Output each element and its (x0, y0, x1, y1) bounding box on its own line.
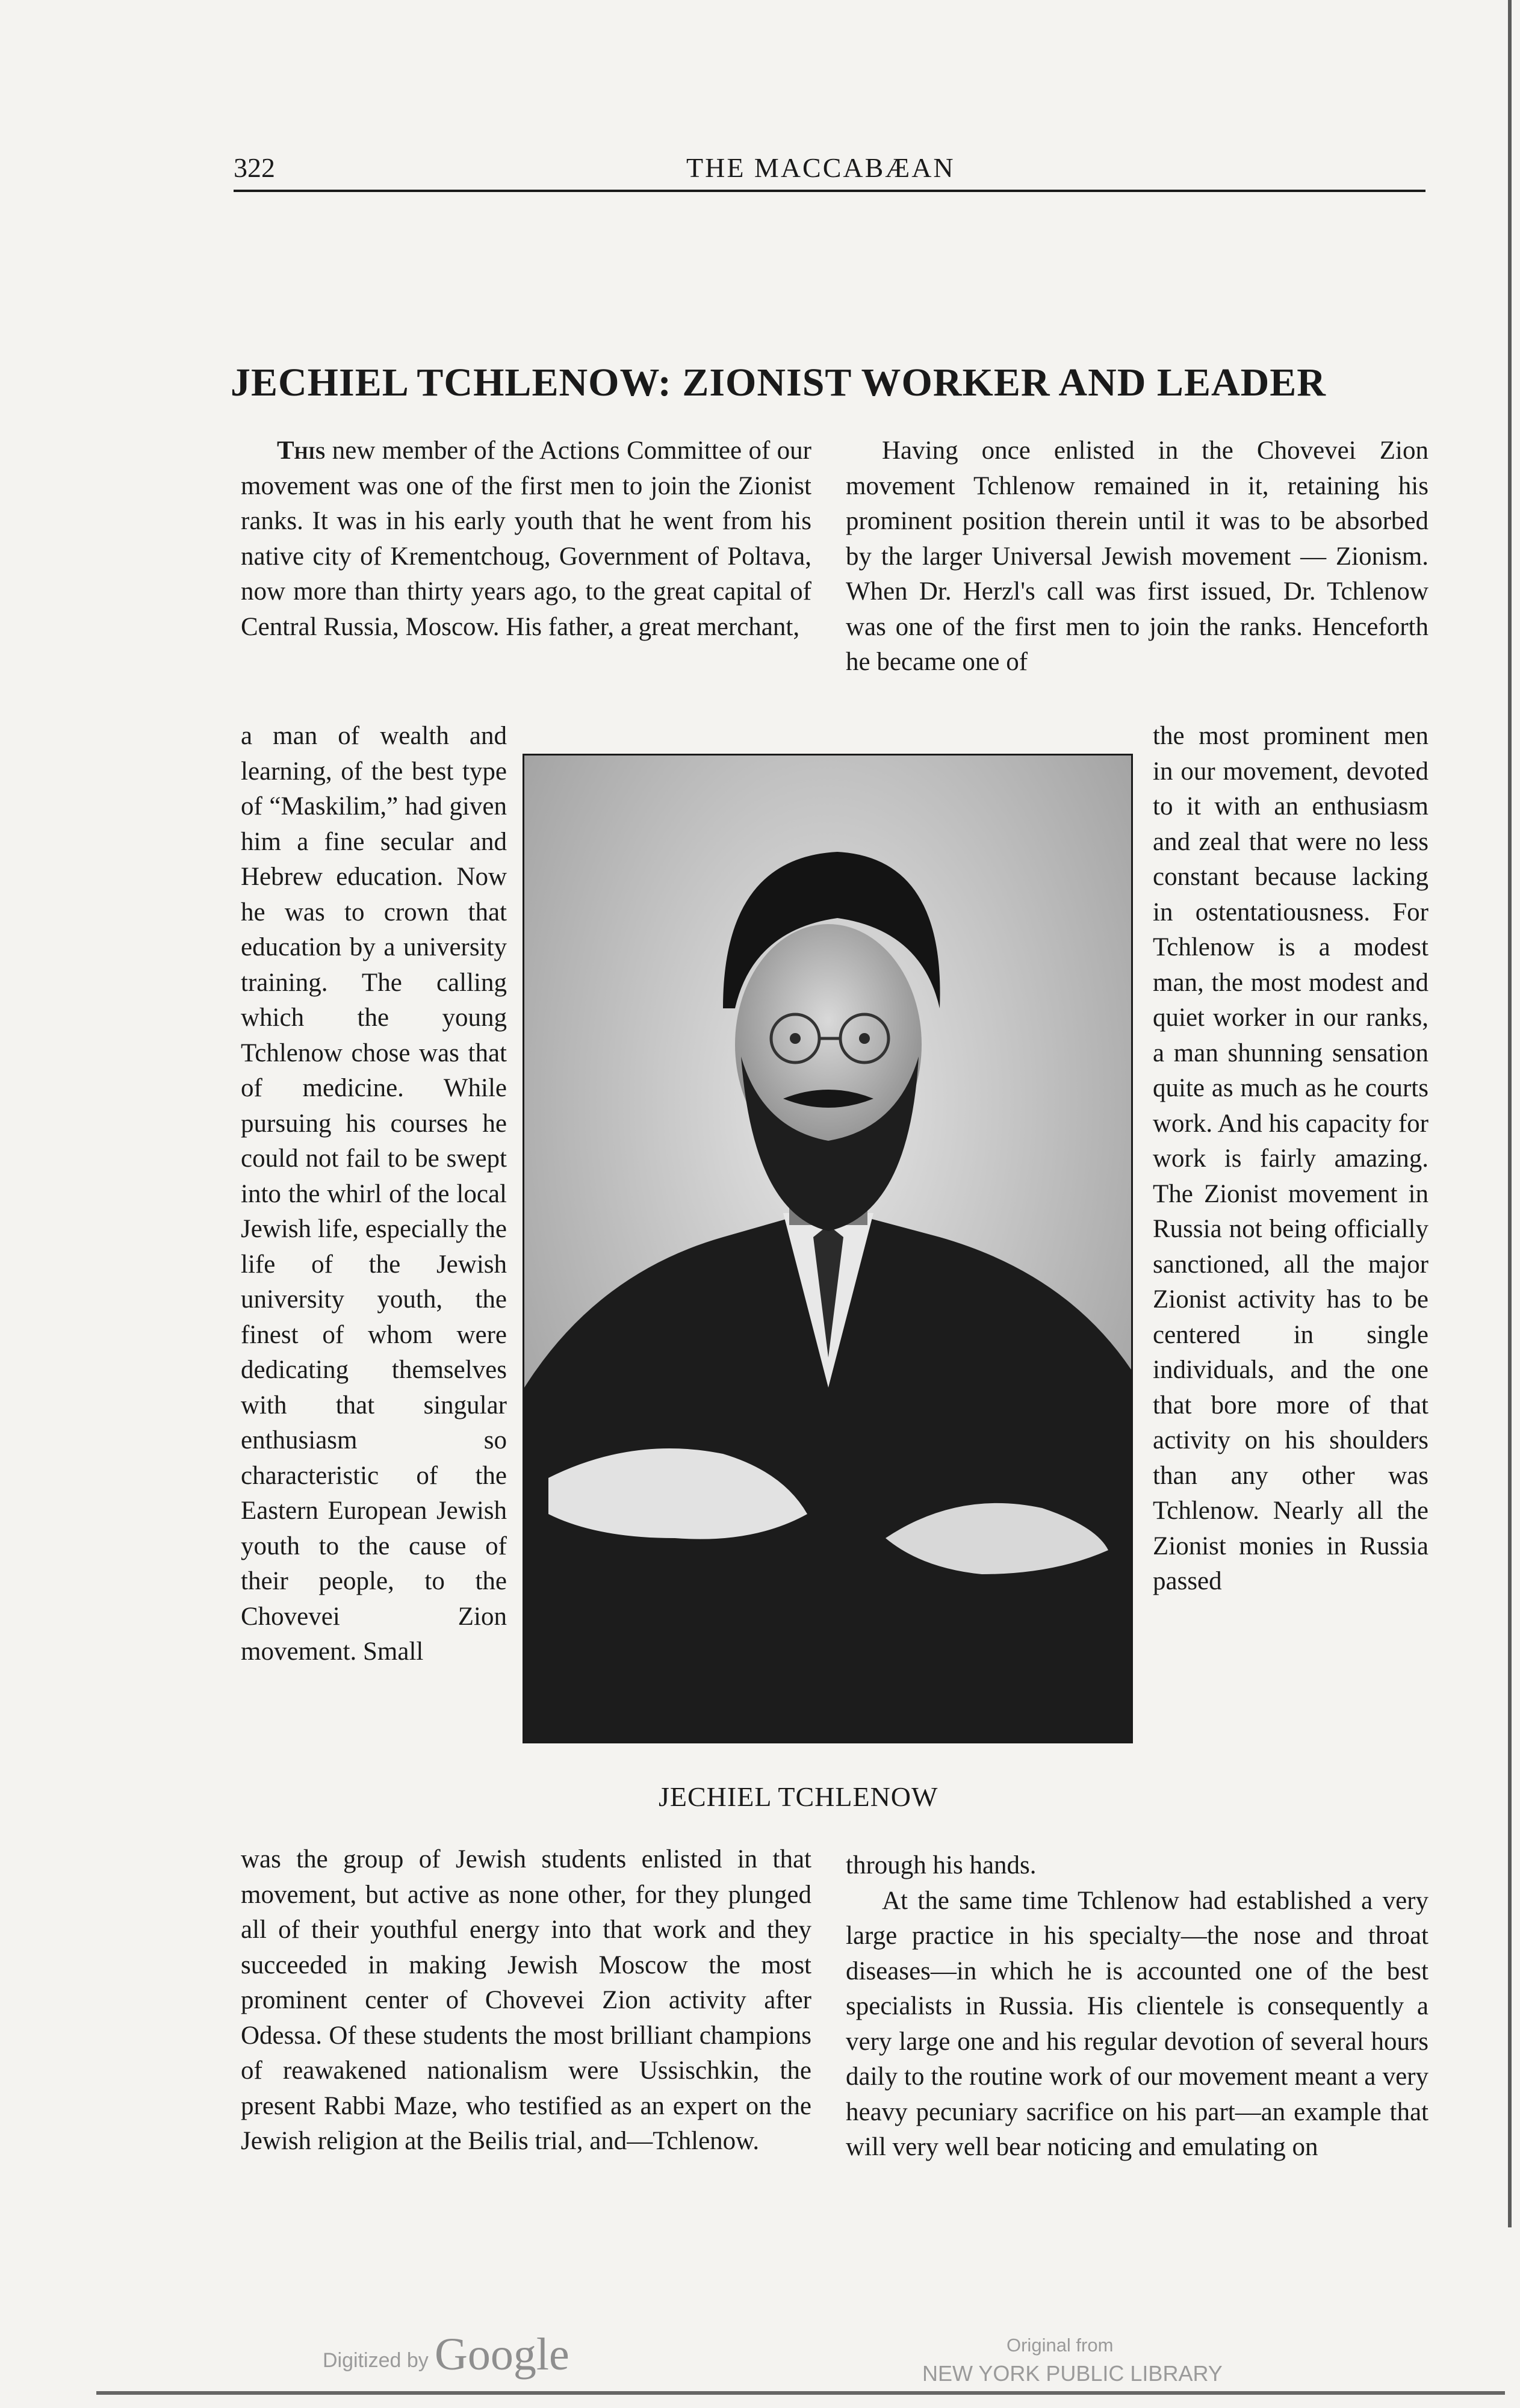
article-title: JECHIEL TCHLENOW: ZIONIST WORKER AND LEADER (231, 361, 1326, 405)
left-column-narrow (241, 719, 507, 1670)
running-head: THE MACCABÆAN (686, 152, 955, 183)
right-column-top (846, 433, 1428, 680)
left-column-bottom (241, 1842, 811, 2159)
left-top-text: new member of the Actions Committee of our movement was one of the first men to join the Zionist ranks. It was in his early youth that he went from his native city of Krementchoug, Government of Poltava, now more than thirty years ago, to the great capital of Central Russia, Moscow. His father, a great merchant, (241, 436, 811, 641)
left-narrow-text: a man of wealth and learning, of the best type of “Maskilim,” had given him a fine secular and Hebrew education. Now he was to crown that education by a university training. The calling which the young Tchlenow chose was that of medicine. While pursuing his courses he could not fail to be swept into the whirl of the local Jewish life, especially the life of the Jewish university youth, the finest of whom were dedicating themselves with that singular enthusiasm so characteristic of the Eastern European Jewish youth to the cause of their people, to the Chovevei Zion movement. Small (241, 722, 507, 1666)
right-bottom-text-1: through his hands. (846, 1851, 1037, 1879)
right-column-narrow (1153, 719, 1428, 1600)
portrait-photo (523, 754, 1133, 1743)
left-bottom-text: was the group of Jewish students enlisted in that movement, but active as none other, for they plunged all of their youthful energy into that work and they succeeded in making Jewish Moscow the most prominent center of Chovevei Zion activity after Odessa. Of these students the most brilliant champions of reawakened nationalism were Ussischkin, the present Rabbi Maze, who testified as an expert on the Jewish religion at the Beilis trial, and—Tchlenow. (241, 1845, 811, 2155)
right-narrow-text: the most prominent men in our movement, devoted to it with an enthusiasm and zeal that were no less constant because lacking in ostentatiousness. For Tchlenow is a modest man, the most modest and quiet worker in our ranks, a man shunning sensation quite as much as he courts work. And his capacity for work is fairly amazing. The Zionist movement in Russia not being officially sanctioned, all the major Zionist activity has to be centered in single individuals, and the one that bore more of that activity on his shoulders than any other was Tchlenow. Nearly all the Zionist monies in Russia passed (1153, 722, 1428, 1595)
google-logo: Google (435, 2329, 569, 2380)
digitized-by-label: Digitized by (323, 2349, 429, 2372)
page-number: 322 (234, 152, 275, 183)
right-scan-edge (1508, 0, 1512, 2227)
right-top-text: Having once enlisted in the Chovevei Zion movement Tchlenow remained in it, retaining his prominent position therein until it was to be absorbed by the larger Universal Jewish movement — Zionism. When Dr. Herzl's call was first issued, Dr. Tchlenow was one of the first men to join the ranks. Henceforth he became one of (846, 436, 1428, 676)
left-column-top (241, 433, 811, 645)
original-from-label: Original from (1007, 2335, 1114, 2356)
library-name: NEW YORK PUBLIC LIBRARY (922, 2361, 1223, 2386)
right-column-bottom (846, 1848, 1428, 2165)
right-bottom-text-2: At the same time Tchlenow had established a very large practice in his specialty—the nose and throat diseases—in which he is accounted one of the best specialists in Russia. His clientele is consequently a very large one and his regular devotion of several hours daily to the routine work of our movement meant a very heavy pecuniary sacrifice on his part—an example that will very well bear noticing and emulating on (846, 1886, 1428, 2161)
portrait-illustration (524, 756, 1131, 1742)
header-rule (234, 190, 1425, 192)
photo-caption: JECHIEL TCHLENOW (659, 1781, 938, 1812)
bottom-scan-edge (96, 2391, 1505, 2395)
lead-word: This (277, 436, 326, 465)
